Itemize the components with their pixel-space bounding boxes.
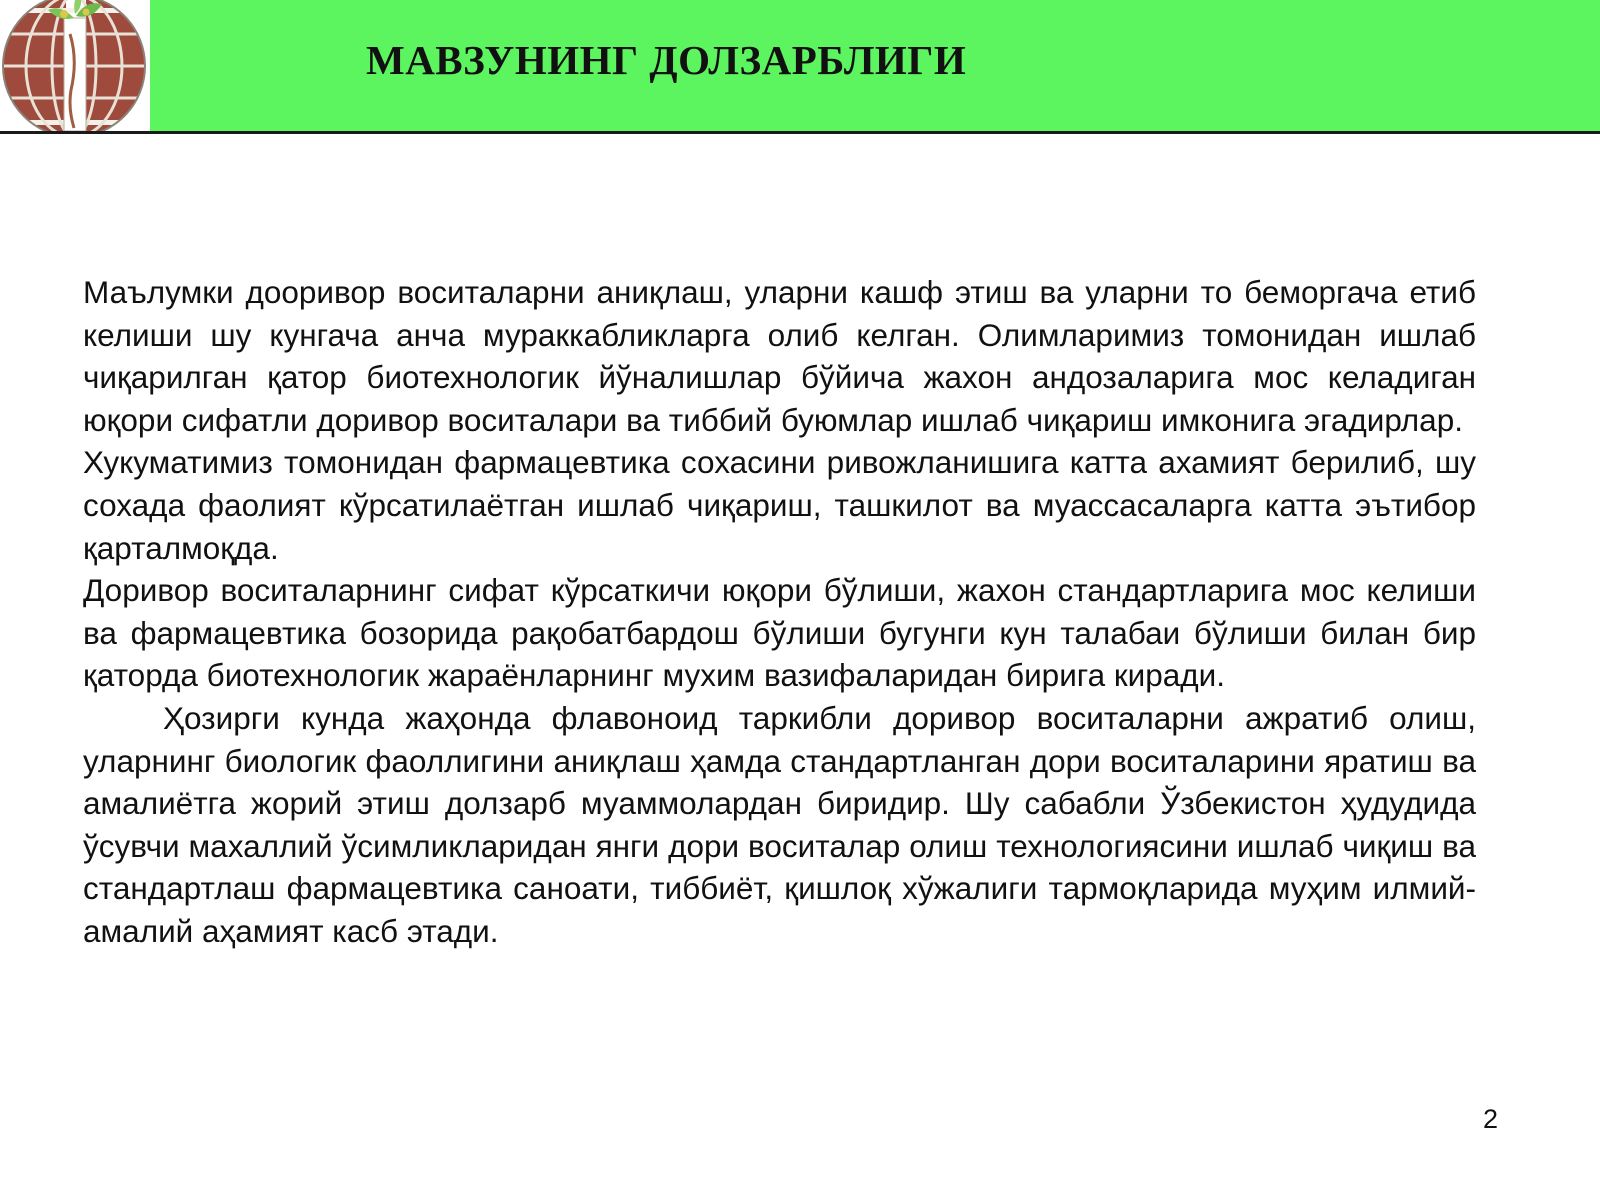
slide-body-text <box>83 271 1476 953</box>
paragraph-3: Доривор воситаларнинг сифат кўрсаткичи юқори бўлиши, жахон стандартларига мос келиши ва фармацевтика бозорида рақобатбардош бўлиши бугунги кун талабаи бўлиши билан бир қаторда биотехнологик жараёнларнинг мухим вазифаларидан бирига киради. <box>83 572 1476 694</box>
paragraph-4: Ҳозирги кунда жаҳонда флавоноид таркибли доривор воситаларни ажратиб олиш, уларнинг биологик фаоллигини аниқлаш ҳамда стандартланган дори воситаларини яратиш ва амалиётга жорий этиш долзарб муаммолардан биридир. Шу сабабли Ўзбекистон ҳудудида ўсувчи махаллий ўсимликларидан янги дори воситалар олиш технологиясини ишлаб чиқиш ва стандартлаш фармацевтика саноати, тиббиёт, қишлоқ хўжалиги тармоқларида муҳим илмий-амалий аҳамият касб этади. <box>83 699 1476 949</box>
header-divider <box>0 131 1600 134</box>
paragraph-2: Хукуматимиз томонидан фармацевтика сохасини ривожланишига катта ахамият берилиб, шу сохада фаолият кўрсатилаётган ишлаб чиқариш, ташкилот ва муассасаларга катта эътибор қарталмоқда. <box>83 444 1476 566</box>
slide-title: МАВЗУНИНГ ДОЛЗАРБЛИГИ <box>366 37 967 83</box>
slide-header <box>0 0 1600 131</box>
paragraph-1: Маълумки дооривор воситаларни аниқлаш, уларни кашф этиш ва уларни то беморгача етиб келиши шу кунгача анча мураккабликларга олиб келган. Олимларимиз томонидан ишлаб чиқарилган қатор биотехнологик йўналишлар бўйича жахон андозаларига мос келадиган юқори сифатли доривор воситалари ва тиббий буюмлар ишлаб чиқариш имконига эгадирлар. <box>83 274 1476 438</box>
globe-plant-logo-icon <box>0 0 150 131</box>
page-number: 2 <box>1483 1104 1499 1134</box>
